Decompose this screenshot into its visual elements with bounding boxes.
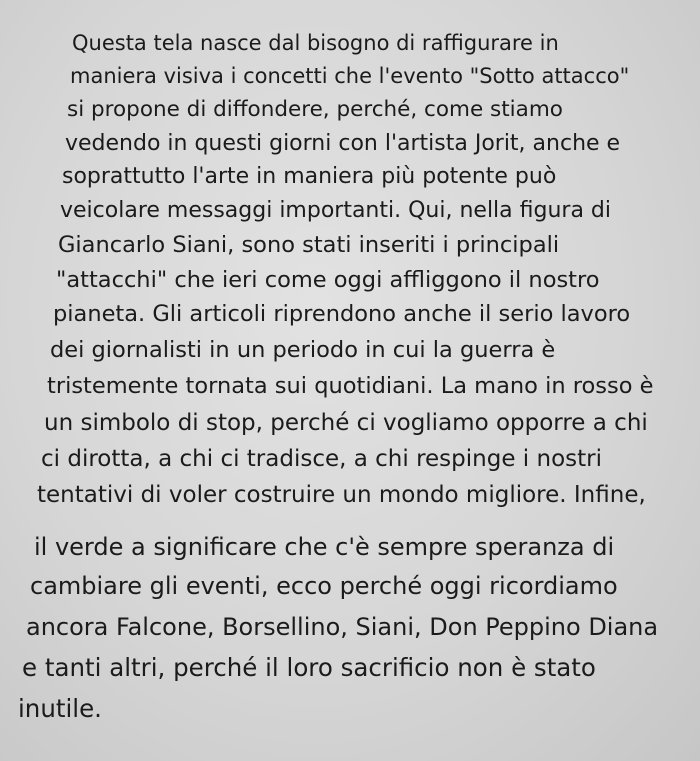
text-line-2: maniera visiva i concetti che l'evento "Sotto attacco" <box>70 64 630 88</box>
text-line-19: inutile. <box>18 694 102 723</box>
text-line-14: tentativi di voler costruire un mondo migliore. Infine, <box>37 482 646 508</box>
text-line-11: tristemente tornata sui quotidiani. La mano in rosso è <box>47 373 654 399</box>
text-line-13: ci dirotta, a chi ci tradisce, a chi respinge i nostri <box>41 446 602 472</box>
text-line-6: veicolare messaggi importanti. Qui, nella figura di <box>60 198 611 223</box>
text-line-8: "attacchi" che ieri come oggi affliggono il nostro <box>56 267 600 293</box>
text-line-15: il verde a significare che c'è sempre speranza di <box>34 533 615 561</box>
text-line-9: pianeta. Gli articoli riprendono anche il serio lavoro <box>53 301 631 327</box>
text-line-1: Questa tela nasce dal bisogno di raffigurare in <box>72 31 559 55</box>
text-line-5: soprattutto l'arte in maniera più potente può <box>62 164 557 189</box>
text-line-7: Giancarlo Siani, sono stati inseriti i principali <box>58 232 560 258</box>
text-line-16: cambiare gli eventi, ecco perché oggi ricordiamo <box>30 572 618 600</box>
text-line-12: un simbolo di stop, perché ci vogliamo opporre a chi <box>44 410 648 436</box>
text-line-3: si propone di diffondere, perché, come stiamo <box>67 97 563 122</box>
text-line-18: e tanti altri, perché il loro sacrificio non è stato <box>22 653 596 682</box>
text-line-4: vedendo in questi giorni con l'artista Jorit, anche e <box>65 131 621 156</box>
text-line-10: dei giornalisti in un periodo in cui la guerra è <box>50 337 556 363</box>
text-line-17: ancora Falcone, Borsellino, Siani, Don Peppino Diana <box>26 613 659 641</box>
